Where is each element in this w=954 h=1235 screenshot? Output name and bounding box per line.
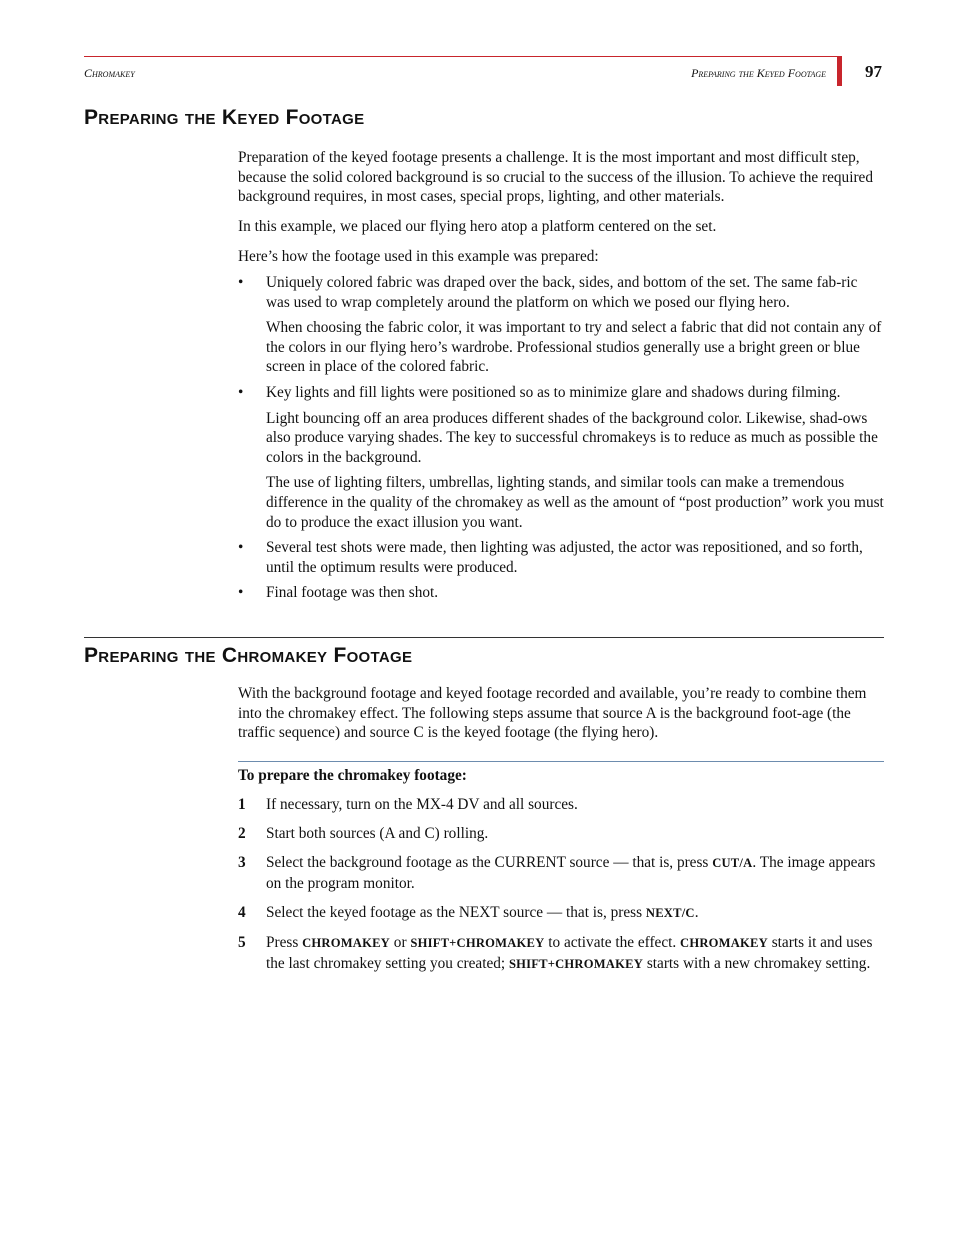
key-next-c: NEXT/C [645, 905, 695, 920]
bullet-item [238, 583, 884, 603]
key-shift-chromakey: SHIFT+CHROMAKEY [508, 956, 643, 971]
procedure-rule [238, 761, 884, 762]
bullet-subparagraph: When choosing the fabric color, it was important to try and select a fabric that did not contain any of the colors in our flying hero’s wardrobe. Professional studios generally use a bright green or blue screen in place of the colored fabric. [266, 319, 882, 376]
key-cut-a: CUT/A [712, 856, 753, 871]
bullet-text: Uniquely colored fabric was draped over the back, sides, and bottom of the set. The same fab-ric was used to wrap completely around the platform on which we posed our flying hero. [266, 273, 858, 311]
bullet-mark: • [238, 273, 244, 291]
bullet-item [238, 273, 884, 312]
paragraph: With the background footage and keyed footage recorded and available, you’re ready to combine them into the chromakey effect. The following steps assume that source A is the background foot-age (the traffic sequence) and source C is the keyed footage (the flying hero). [238, 685, 867, 742]
step-text: If necessary, turn on the MX-4 DV and all sources. [266, 796, 578, 813]
step-text: or [389, 933, 411, 951]
page-header [84, 56, 840, 86]
bullet-mark: • [238, 539, 244, 557]
header-chapter-title: Chromakey [84, 66, 135, 80]
step-text: . [694, 903, 699, 921]
bullet-mark: • [238, 383, 244, 401]
key-shift-chromakey: SHIFT+CHROMAKEY [410, 935, 545, 950]
step-number: 5 [238, 933, 246, 951]
procedure-heading: To prepare the chromakey footage: [238, 767, 467, 784]
step-item [238, 853, 884, 893]
section-title-keyed-footage: Preparing the Keyed Footage [84, 106, 365, 129]
step-text: Start both sources (A and C) rolling. [266, 825, 489, 843]
header-accent-bar [837, 56, 842, 86]
step-item [238, 824, 884, 844]
key-chromakey: CHROMAKEY [302, 935, 390, 950]
step-number: 1 [238, 796, 246, 813]
key-chromakey: CHROMAKEY [680, 935, 768, 950]
section-divider [84, 637, 884, 638]
step-item [238, 795, 884, 815]
section-body-keyed-footage [238, 148, 884, 609]
paragraph: Preparation of the keyed footage presents a challenge. It is the most important and most difficult step, because the solid colored background is so crucial to the success of the illusion. To achieve the required background requires, in most cases, special props, lighting, and other materials. [238, 149, 873, 206]
bullet-text: Final footage was then shot. [266, 584, 439, 602]
bullet-text: Key lights and fill lights were positioned so as to minimize glare and shadows during filming. [266, 383, 841, 401]
header-section-title: Preparing the Keyed Footage [691, 66, 826, 80]
bullet-mark: • [238, 584, 244, 602]
step-text: Select the background footage as the CURRENT source — that is, press [266, 854, 713, 872]
step-text: starts with a new chromakey setting. [643, 954, 871, 972]
procedure-steps [238, 795, 884, 984]
paragraph: In this example, we placed our flying hero atop a platform centered on the set. [238, 218, 717, 236]
bullet-subparagraph: Light bouncing off an area produces different shades of the background color. Likewise, shad-ows also produce varying shades. The key to successful chromakeys is to reduce as much as possible the colors in the background. [266, 409, 878, 466]
step-text: . The image appears on the program monitor. [266, 854, 876, 892]
step-text: starts it and uses the last chromakey setting you created; [266, 933, 873, 972]
paragraph: Here’s how the footage used in this example was prepared: [238, 248, 599, 266]
section-title-chromakey-footage: Preparing the Chromakey Footage [84, 644, 413, 667]
step-text: to activate the effect. [544, 933, 681, 951]
bullet-item [238, 383, 884, 403]
section-body-chromakey-footage [238, 684, 884, 753]
step-text: Select the keyed footage as the NEXT source — that is, press [266, 903, 646, 921]
bullet-subparagraph: The use of lighting filters, umbrellas, lighting stands, and similar tools can make a tremendous difference in the quality of the chromakey as well as the amount of “post production” work you must do to produce the exact illusion you want. [266, 474, 884, 531]
step-item [238, 903, 884, 924]
step-number: 4 [238, 903, 246, 921]
step-number: 3 [238, 854, 246, 872]
page-number: 97 [865, 62, 882, 81]
bullet-item [238, 538, 884, 577]
bullet-text: Several test shots were made, then lighting was adjusted, the actor was repositioned, and so forth, until the optimum results were produced. [266, 539, 863, 576]
step-number: 2 [238, 825, 246, 843]
step-text: Press [266, 933, 303, 951]
step-item [238, 933, 884, 974]
header-rule [84, 56, 838, 57]
